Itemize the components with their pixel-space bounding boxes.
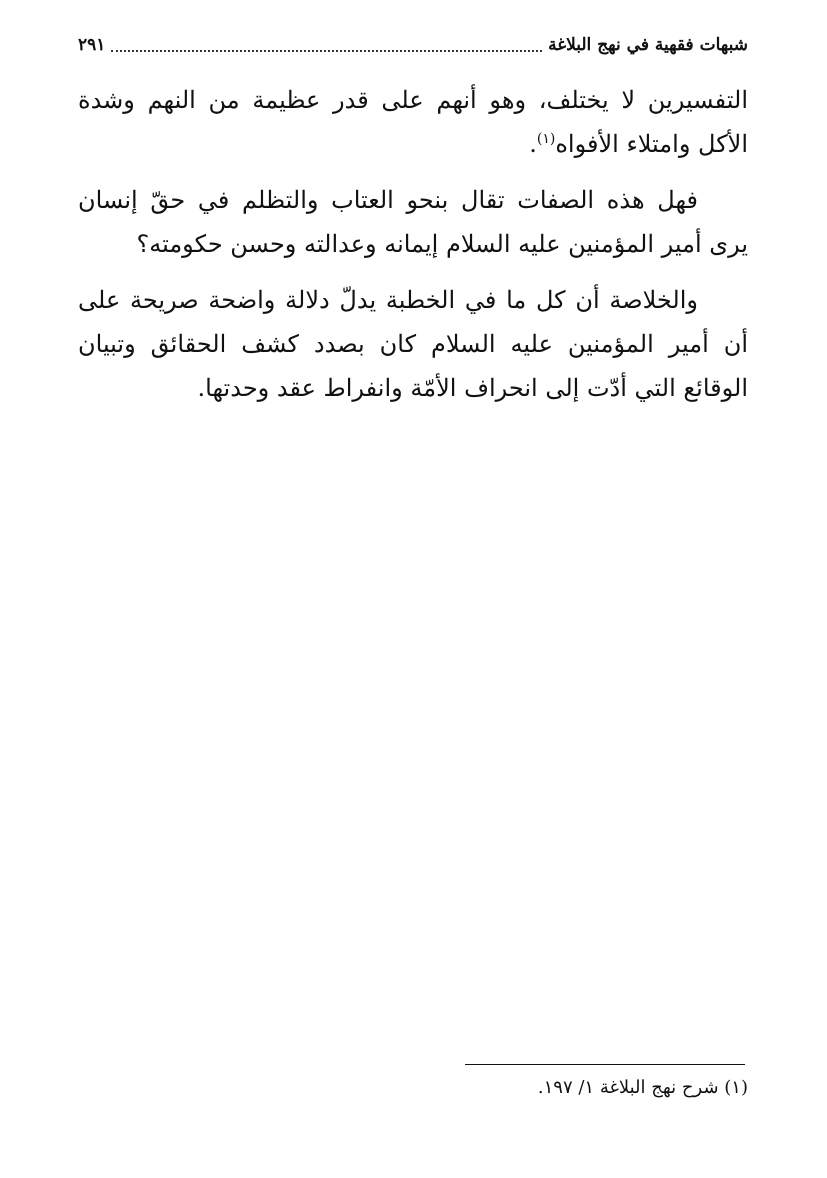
leader-dots: [111, 50, 542, 52]
footnote-1: (١) شرح نهج البلاغة ١/ ١٩٧.: [537, 1077, 748, 1098]
running-header: [78, 30, 748, 60]
paragraph-2: فهل هذه الصفات تقال بنحو العتاب والتظلم في حقّ إنسان يرى أمير المؤمنين عليه السلام إيمانه وعدالته وحسن حكومته؟: [78, 186, 748, 258]
page-number: ٢٩١: [78, 35, 106, 55]
footnote-separator: [465, 1064, 745, 1065]
paragraph-1-text: التفسيرين لا يختلف، وهو أنهم على قدر عظيمة من النهم وشدة الأكل وامتلاء الأفواه: [78, 86, 748, 158]
main-text: [78, 78, 748, 422]
running-title: شبهات فقهية في نهج البلاغة: [548, 35, 748, 55]
paragraph-3: والخلاصة أن كل ما في الخطبة يدلّ دلالة واضحة صريحة على أن أمير المؤمنين عليه السلام كان بصدد كشف الحقائق وتبيان الوقائع التي أدّت إلى انحراف الأمّة وانفراط عقد وحدتها.: [78, 286, 748, 402]
paragraph-1-tail: .: [529, 130, 537, 158]
paragraph-1: [78, 78, 748, 166]
footnote-reference[interactable]: (١): [536, 131, 556, 147]
